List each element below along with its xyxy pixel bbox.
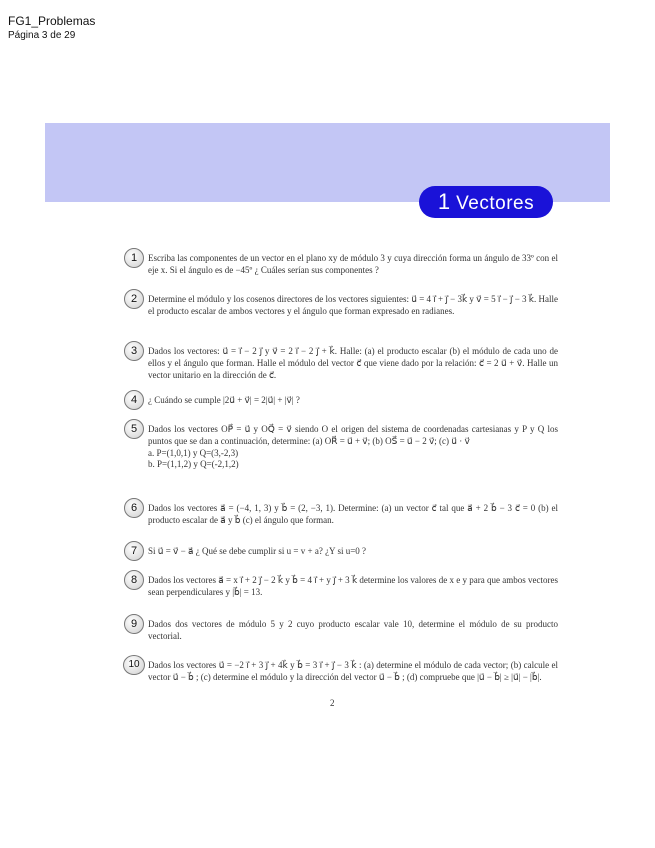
chapter-number: 1 [437, 189, 451, 214]
problem-number-badge: 4 [124, 390, 144, 410]
problem-option-a: a. P=(1,0,1) y Q=(3,-2,3) [148, 447, 239, 458]
document-title: FG1_Problemas [8, 14, 96, 28]
chapter-heading [419, 186, 553, 218]
problem-1 [124, 253, 558, 277]
page-number: 2 [330, 698, 335, 708]
problem-text: ¿ Cuándo se cumple |2u⃗ + v⃗| = 2|u⃗| + |v⃗| ? [148, 395, 300, 405]
problem-number-badge: 9 [124, 614, 144, 634]
problem-5 [124, 424, 558, 471]
problem-text: Dados los vectores a⃗ = x i⃗ + 2 j⃗ − 2 k⃗ y b⃗ = 4 i⃗ + y j⃗ + 3 k⃗ determine los valores de x e y para que ambos vectores sean perpendiculares y |b⃗| = 13. [148, 575, 558, 597]
problem-3 [124, 346, 558, 381]
chapter-title: Vectores [456, 193, 535, 214]
problem-text: Escriba las componentes de un vector en el plano xy de módulo 3 y cuya dirección forma un ángulo de 33º con el eje x. Si el ángulo es de −45º ¿ Cuáles serían sus componentes ? [148, 253, 558, 275]
problem-9 [124, 619, 558, 643]
problem-text: Dados los vectores u⃗ = −2 i⃗ + 3 j⃗ + 4k⃗ y b⃗ = 3 i⃗ + j⃗ − 3 k⃗ : (a) determine el módulo de cada vector; (b) calcule el vector u⃗ − b⃗ ; (c) determine el módulo y la dirección del vector u⃗ − b⃗ ; (d) compruebe que |u⃗ − b⃗| ≥ |u⃗| − |b⃗|. [148, 660, 558, 682]
problem-2 [124, 294, 558, 318]
problem-text: Dados los vectores a⃗ = (−4, 1, 3) y b⃗ = (2, −3, 1). Determine: (a) un vector c⃗ tal que a⃗ + 2 b⃗ − 3 c⃗ = 0 (b) el producto escalar de a⃗ y b⃗ (c) el ángulo que forman. [148, 503, 558, 525]
problem-number-badge: 2 [124, 289, 144, 309]
problem-text: Determine el módulo y los cosenos directores de los vectores siguientes: u⃗ = 4 i⃗ + j⃗ − 3k⃗ y v⃗ = 5 i⃗ − j⃗ − 3 k⃗. Halle el producto escalar de ambos vectores y el ángulo que forman expresado en radianes. [148, 294, 558, 316]
problem-number-badge: 8 [124, 570, 144, 590]
page-indicator: Página 3 de 29 [8, 30, 76, 41]
problem-text: Dados los vectores OP⃗ = u⃗ y OQ⃗ = v⃗ siendo O el origen del sistema de coordenadas cartesianas y P y Q los puntos que se dan a continuación, determine: (a) OR⃗ = u⃗ + v⃗; (b) OS⃗ = u⃗ − 2 v⃗; (c) u⃗ · v⃗ [148, 424, 558, 446]
document-header [8, 14, 95, 42]
problem-8 [124, 575, 558, 599]
problem-number-badge: 5 [124, 419, 144, 439]
problem-number-badge: 7 [124, 541, 144, 561]
problem-text: Si u⃗ = v⃗ − a⃗ ¿ Qué se debe cumplir si u = v + a? ¿Y si u=0 ? [148, 546, 367, 556]
problem-6 [124, 503, 558, 527]
problem-10 [124, 660, 558, 684]
problem-text: Dados los vectores: u⃗ = i⃗ − 2 j⃗ y v⃗ = 2 i⃗ − 2 j⃗ + k⃗. Halle: (a) el producto escalar (b) el módulo de cada uno de ellos y el ángulo que forman. Halle el módulo del vector c⃗ que viene dado por la relación: c⃗ = 2 u⃗ + v⃗. Halle un vector unitario en la dirección de c⃗. [148, 346, 558, 380]
problem-number-badge: 6 [124, 498, 144, 518]
problem-4 [124, 395, 558, 407]
problem-number-badge: 3 [124, 341, 144, 361]
problem-number-badge: 10 [123, 655, 145, 675]
problem-option-b: b. P=(1,1,2) y Q=(-2,1,2) [148, 459, 239, 470]
problem-text: Dados dos vectores de módulo 5 y 2 cuyo producto escalar vale 10, determine el módulo de su producto vectorial. [148, 619, 558, 641]
problem-number-badge: 1 [124, 248, 144, 268]
problem-7 [124, 546, 558, 558]
